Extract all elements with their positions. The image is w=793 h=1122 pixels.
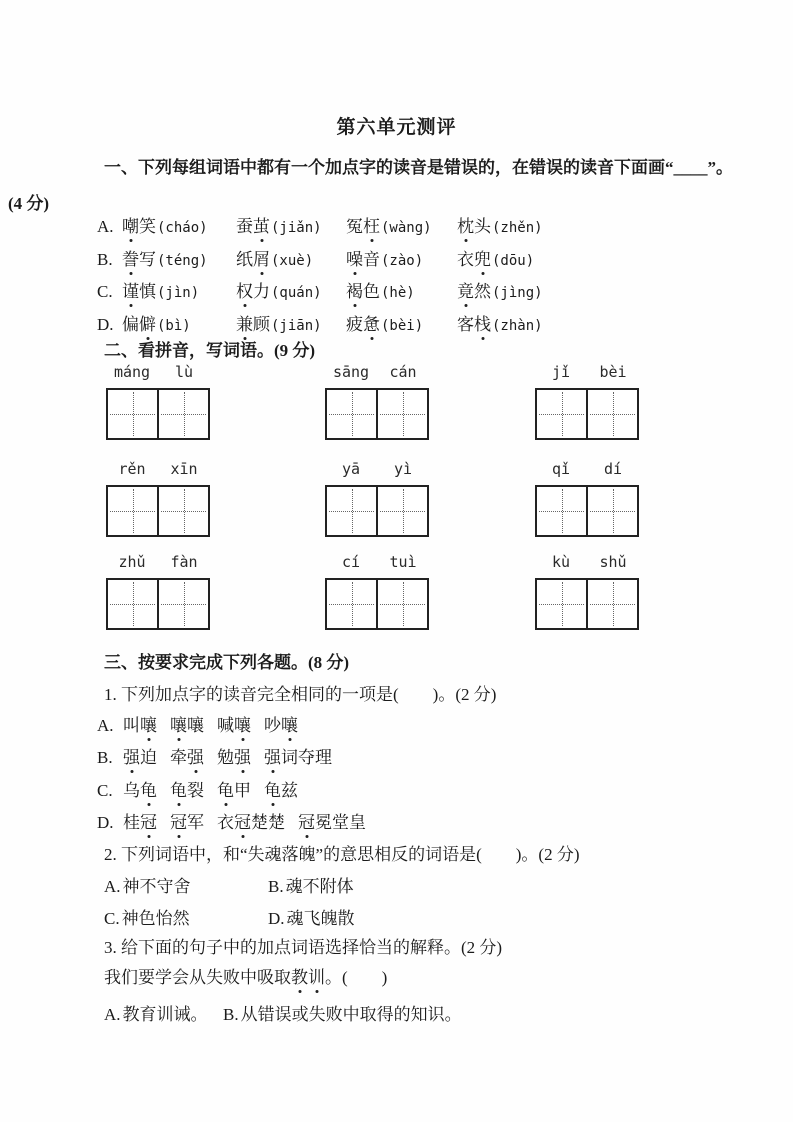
dotted-word — [122, 212, 236, 237]
han-char: 衣 — [457, 250, 474, 269]
han-char: 要 — [138, 968, 155, 987]
han-char: 衣 — [217, 813, 234, 832]
grid-cell — [376, 390, 427, 438]
han-char: 喊 — [217, 716, 234, 735]
dotted-word — [170, 808, 204, 833]
grid-cell — [327, 487, 376, 535]
han-char: 顾 — [253, 315, 270, 334]
pinyin-annotation: (jiān) — [271, 318, 322, 334]
han-char: 堂 — [332, 813, 349, 832]
han-char: 强 — [234, 743, 251, 768]
han-char: 客 — [457, 315, 474, 334]
pinyin-annotation: (cháo) — [157, 220, 208, 236]
han-char: 誊 — [122, 245, 139, 270]
option-label: C. — [97, 781, 113, 800]
pinyin-annotation: (zào) — [381, 253, 424, 269]
han-char: 夺 — [298, 748, 315, 767]
pinyin-label — [535, 460, 639, 482]
answer-option-row — [104, 904, 355, 929]
answer-option — [268, 904, 355, 929]
han-char: 疲 — [346, 315, 363, 334]
option-label: D. — [268, 909, 285, 928]
writing-grid-box — [535, 578, 639, 630]
han-char: 强 — [187, 743, 204, 768]
han-char: 败 — [223, 968, 240, 987]
han-char: 失 — [206, 968, 223, 987]
dotted-word — [346, 212, 457, 237]
han-char: 写 — [139, 250, 156, 269]
han-char: 龟 — [140, 776, 157, 801]
option-text: 魂不附体 — [285, 877, 354, 896]
dotted-word — [346, 277, 457, 302]
pinyin-writing-group — [106, 553, 210, 630]
grid-cell — [157, 580, 208, 628]
pinyin-syllable: cán — [389, 363, 417, 381]
grid-cell — [376, 580, 427, 628]
pinyin-syllable: kù — [551, 553, 571, 571]
pinyin-annotation: (jìng) — [492, 285, 543, 301]
han-char: 笑 — [139, 217, 156, 236]
dotted-word — [264, 743, 332, 768]
dotted-word — [236, 245, 346, 270]
han-char — [365, 963, 382, 988]
han-char: 强 — [123, 743, 140, 768]
han-char: 教 — [291, 963, 308, 988]
han-char: 偏 — [122, 315, 139, 334]
han-char: 冕 — [315, 813, 332, 832]
grid-cell — [586, 487, 637, 535]
word-group-row — [97, 776, 311, 801]
grid-cell — [157, 487, 208, 535]
han-char: 嚷 — [234, 711, 251, 736]
han-char: 惫 — [363, 310, 380, 335]
pinyin-syllable: máng — [113, 363, 151, 381]
han-char: 谨 — [122, 277, 139, 302]
option-label: D. — [97, 315, 114, 334]
dotted-word — [298, 808, 366, 833]
section3-heading: 三、按要求完成下列各题。(8 分) — [104, 653, 350, 672]
han-char: 冠 — [140, 808, 157, 833]
dotted-word — [217, 743, 251, 768]
writing-grid-box — [535, 485, 639, 537]
section1-heading-line1: 一、下列每组词语中都有一个加点字的读音是错误的，在错误的读音下面画“____”。 — [104, 158, 733, 177]
pinyin-label — [106, 553, 210, 575]
han-char: 嚷 — [187, 716, 204, 735]
pinyin-syllable: shǔ — [599, 553, 627, 571]
han-char: 冠 — [298, 808, 315, 833]
han-char: 蚕 — [236, 217, 253, 236]
han-char: 龟 — [217, 776, 234, 801]
han-char: 褐 — [346, 277, 363, 302]
han-char: ) — [381, 968, 388, 987]
dotted-word — [325, 968, 387, 987]
word-group-row — [97, 212, 543, 237]
word-group-row — [97, 310, 543, 335]
pinyin-writing-group — [325, 553, 429, 630]
writing-grid-box — [106, 388, 210, 440]
pinyin-annotation: (wàng) — [381, 220, 432, 236]
dotted-word — [236, 310, 346, 335]
option-label: B. — [223, 1005, 239, 1024]
grid-cell — [108, 580, 157, 628]
han-char: 强 — [264, 743, 281, 768]
question1-stem: 1. 下列加点字的读音完全相同的一项是( )。(2 分) — [104, 685, 497, 704]
pinyin-annotation: (jiǎn) — [271, 220, 322, 236]
pinyin-annotation: (hè) — [381, 285, 415, 301]
option-label: B. — [97, 250, 113, 269]
writing-grid-box — [106, 485, 210, 537]
answer-option-row — [104, 872, 354, 897]
han-char: 。 — [325, 968, 342, 987]
grid-cell — [537, 580, 586, 628]
option-label: B. — [97, 748, 113, 767]
dotted-word — [457, 212, 543, 237]
han-char: 屑 — [253, 245, 270, 270]
grid-cell — [537, 390, 586, 438]
dotted-word — [346, 310, 457, 335]
han-char: ( — [342, 968, 348, 987]
han-char: 纸 — [236, 250, 253, 269]
grid-cell — [586, 390, 637, 438]
han-char: 们 — [121, 968, 138, 987]
pinyin-syllable: cí — [341, 553, 361, 571]
section2-heading: 二、看拼音，写词语。(9 分) — [104, 341, 316, 360]
han-char: 学 — [155, 968, 172, 987]
dotted-word — [123, 743, 157, 768]
dotted-word — [457, 277, 543, 302]
answer-option — [104, 872, 268, 897]
option-text: 神不守舍 — [122, 877, 191, 896]
han-char: 枉 — [363, 212, 380, 237]
word-group-row — [97, 743, 345, 768]
word-group-row — [97, 245, 534, 270]
dotted-word — [217, 776, 251, 801]
section1-heading-points: (4 分) — [8, 194, 50, 213]
pinyin-syllable: fàn — [170, 553, 198, 571]
pinyin-writing-group — [535, 363, 639, 440]
pinyin-syllable: bèi — [599, 363, 627, 381]
han-char: 冠 — [170, 808, 187, 833]
option-label: C. — [104, 909, 120, 928]
option-text: 从错误或失败中取得的知识。 — [240, 1005, 462, 1024]
han-char: 色 — [363, 282, 380, 301]
dotted-word — [123, 776, 157, 801]
dotted-word — [122, 310, 236, 335]
han-char: 勉 — [217, 748, 234, 767]
han-char: 龟 — [264, 776, 281, 801]
han-char: 枕 — [457, 212, 474, 237]
grid-cell — [586, 580, 637, 628]
dotted-word — [217, 808, 285, 833]
question3-option-row — [104, 1000, 462, 1025]
han-char: 裂 — [187, 781, 204, 800]
pinyin-grid-row — [0, 553, 793, 639]
writing-grid-box — [535, 388, 639, 440]
pinyin-label — [106, 363, 210, 385]
option-label: D. — [97, 813, 114, 832]
pinyin-syllable: zhǔ — [118, 553, 146, 571]
han-char: 我 — [104, 968, 121, 987]
han-char: 然 — [474, 282, 491, 301]
han-char: 会 — [172, 968, 189, 987]
pinyin-label — [535, 363, 639, 385]
han-char: 理 — [315, 748, 332, 767]
han-char: 牵 — [170, 748, 187, 767]
han-char: 楚 — [268, 813, 285, 832]
han-char: 噪 — [346, 245, 363, 270]
option-label: A. — [97, 716, 114, 735]
dotted-word — [236, 277, 346, 302]
pinyin-syllable: rěn — [118, 460, 146, 478]
han-char: 兜 — [474, 245, 491, 270]
pinyin-syllable: lù — [174, 363, 194, 381]
option-text: 魂飞魄散 — [286, 909, 355, 928]
han-char: 兹 — [281, 781, 298, 800]
han-char: 竟 — [457, 277, 474, 302]
han-char: 取 — [274, 968, 291, 987]
dotted-word — [457, 245, 534, 270]
han-char: 音 — [363, 250, 380, 269]
dotted-word — [170, 743, 204, 768]
dotted-word — [264, 776, 298, 801]
pinyin-syllable: tuì — [389, 553, 417, 571]
pinyin-writing-group — [106, 460, 210, 537]
option-text: 神色怡然 — [121, 909, 190, 928]
han-char: 嚷 — [140, 711, 157, 736]
dotted-word — [122, 277, 236, 302]
dotted-word — [457, 310, 543, 335]
option-text: 教育训诫。 — [122, 1005, 208, 1024]
han-char: 嚷 — [170, 711, 187, 736]
han-char: 楚 — [251, 813, 268, 832]
dotted-word — [104, 968, 291, 987]
question2-stem: 2. 下列词语中，和“失魂落魄”的意思相反的词语是( )。(2 分) — [104, 845, 580, 864]
han-char: 茧 — [253, 212, 270, 237]
pinyin-annotation: (zhěn) — [492, 220, 543, 236]
han-char: 吸 — [257, 968, 274, 987]
word-group-row — [97, 711, 311, 736]
han-char: 迫 — [140, 748, 157, 767]
pinyin-label — [325, 553, 429, 575]
option-label: B. — [268, 877, 284, 896]
pinyin-annotation: (zhàn) — [492, 318, 543, 334]
han-char: 冤 — [346, 217, 363, 236]
answer-option — [104, 1000, 223, 1025]
pinyin-annotation: (xuè) — [271, 253, 314, 269]
pinyin-annotation: (quán) — [271, 285, 322, 301]
pinyin-writing-group — [535, 553, 639, 630]
pinyin-syllable: yì — [393, 460, 413, 478]
grid-cell — [108, 487, 157, 535]
han-char: 中 — [240, 968, 257, 987]
grid-cell — [376, 487, 427, 535]
writing-grid-box — [106, 578, 210, 630]
writing-grid-box — [325, 578, 429, 630]
pinyin-syllable: xīn — [170, 460, 198, 478]
pinyin-syllable: jǐ — [551, 363, 571, 381]
word-group-row — [97, 277, 543, 302]
question3-sentence — [104, 963, 387, 988]
pinyin-annotation: (dōu) — [492, 253, 535, 269]
han-char: 权 — [236, 277, 253, 302]
question3-stem: 3. 给下面的句子中的加点词语选择恰当的解释。(2 分) — [104, 938, 503, 957]
han-char: 吵 — [264, 716, 281, 735]
pinyin-writing-group — [325, 363, 429, 440]
han-char: 嘲 — [122, 212, 139, 237]
page-title: 第六单元测评 — [336, 117, 457, 138]
pinyin-label — [535, 553, 639, 575]
option-label: C. — [97, 282, 113, 301]
pinyin-grid-row — [0, 363, 793, 449]
han-char: 军 — [187, 813, 204, 832]
grid-cell — [327, 390, 376, 438]
option-label: A. — [97, 217, 114, 236]
answer-option — [268, 872, 354, 897]
grid-cell — [537, 487, 586, 535]
han-char: 皇 — [349, 813, 366, 832]
pinyin-annotation: (bèi) — [381, 318, 424, 334]
han-char: 栈 — [474, 310, 491, 335]
han-char: 慎 — [139, 282, 156, 301]
han-char: 僻 — [139, 310, 156, 335]
han-char: 头 — [474, 217, 491, 236]
pinyin-annotation: (bì) — [157, 318, 191, 334]
dotted-word — [170, 711, 204, 736]
pinyin-label — [325, 460, 429, 482]
pinyin-writing-group — [106, 363, 210, 440]
han-char — [348, 963, 365, 988]
grid-cell — [157, 390, 208, 438]
pinyin-syllable: qǐ — [551, 460, 571, 478]
dotted-word — [291, 968, 325, 987]
han-char: 词 — [281, 748, 298, 767]
answer-option — [223, 1000, 462, 1025]
han-char: 从 — [189, 968, 206, 987]
dotted-word — [236, 212, 346, 237]
han-char: 兼 — [236, 310, 253, 335]
pinyin-syllable: dí — [603, 460, 623, 478]
han-char: 训 — [308, 963, 325, 988]
option-label: A. — [104, 1005, 121, 1024]
han-char: 龟 — [170, 776, 187, 801]
writing-grid-box — [325, 388, 429, 440]
han-char: 嚷 — [281, 711, 298, 736]
pinyin-syllable: yā — [341, 460, 361, 478]
dotted-word — [123, 808, 157, 833]
pinyin-annotation: (téng) — [157, 253, 208, 269]
option-label: A. — [104, 877, 121, 896]
grid-cell — [327, 580, 376, 628]
pinyin-label — [106, 460, 210, 482]
han-char: 叫 — [123, 716, 140, 735]
grid-cell — [108, 390, 157, 438]
dotted-word — [346, 245, 457, 270]
han-char: 乌 — [123, 781, 140, 800]
pinyin-grid-row — [0, 460, 793, 546]
dotted-word — [217, 711, 251, 736]
dotted-word — [123, 711, 157, 736]
pinyin-label — [325, 363, 429, 385]
han-char: 桂 — [123, 813, 140, 832]
pinyin-writing-group — [535, 460, 639, 537]
han-char: 甲 — [234, 781, 251, 800]
dotted-word — [170, 776, 204, 801]
writing-grid-box — [325, 485, 429, 537]
pinyin-writing-group — [325, 460, 429, 537]
word-group-row — [97, 808, 379, 833]
answer-option — [104, 904, 268, 929]
han-char: 力 — [253, 282, 270, 301]
dotted-word — [264, 711, 298, 736]
pinyin-syllable: sāng — [332, 363, 370, 381]
pinyin-annotation: (jìn) — [157, 285, 200, 301]
han-char: 冠 — [234, 808, 251, 833]
dotted-word — [122, 245, 236, 270]
